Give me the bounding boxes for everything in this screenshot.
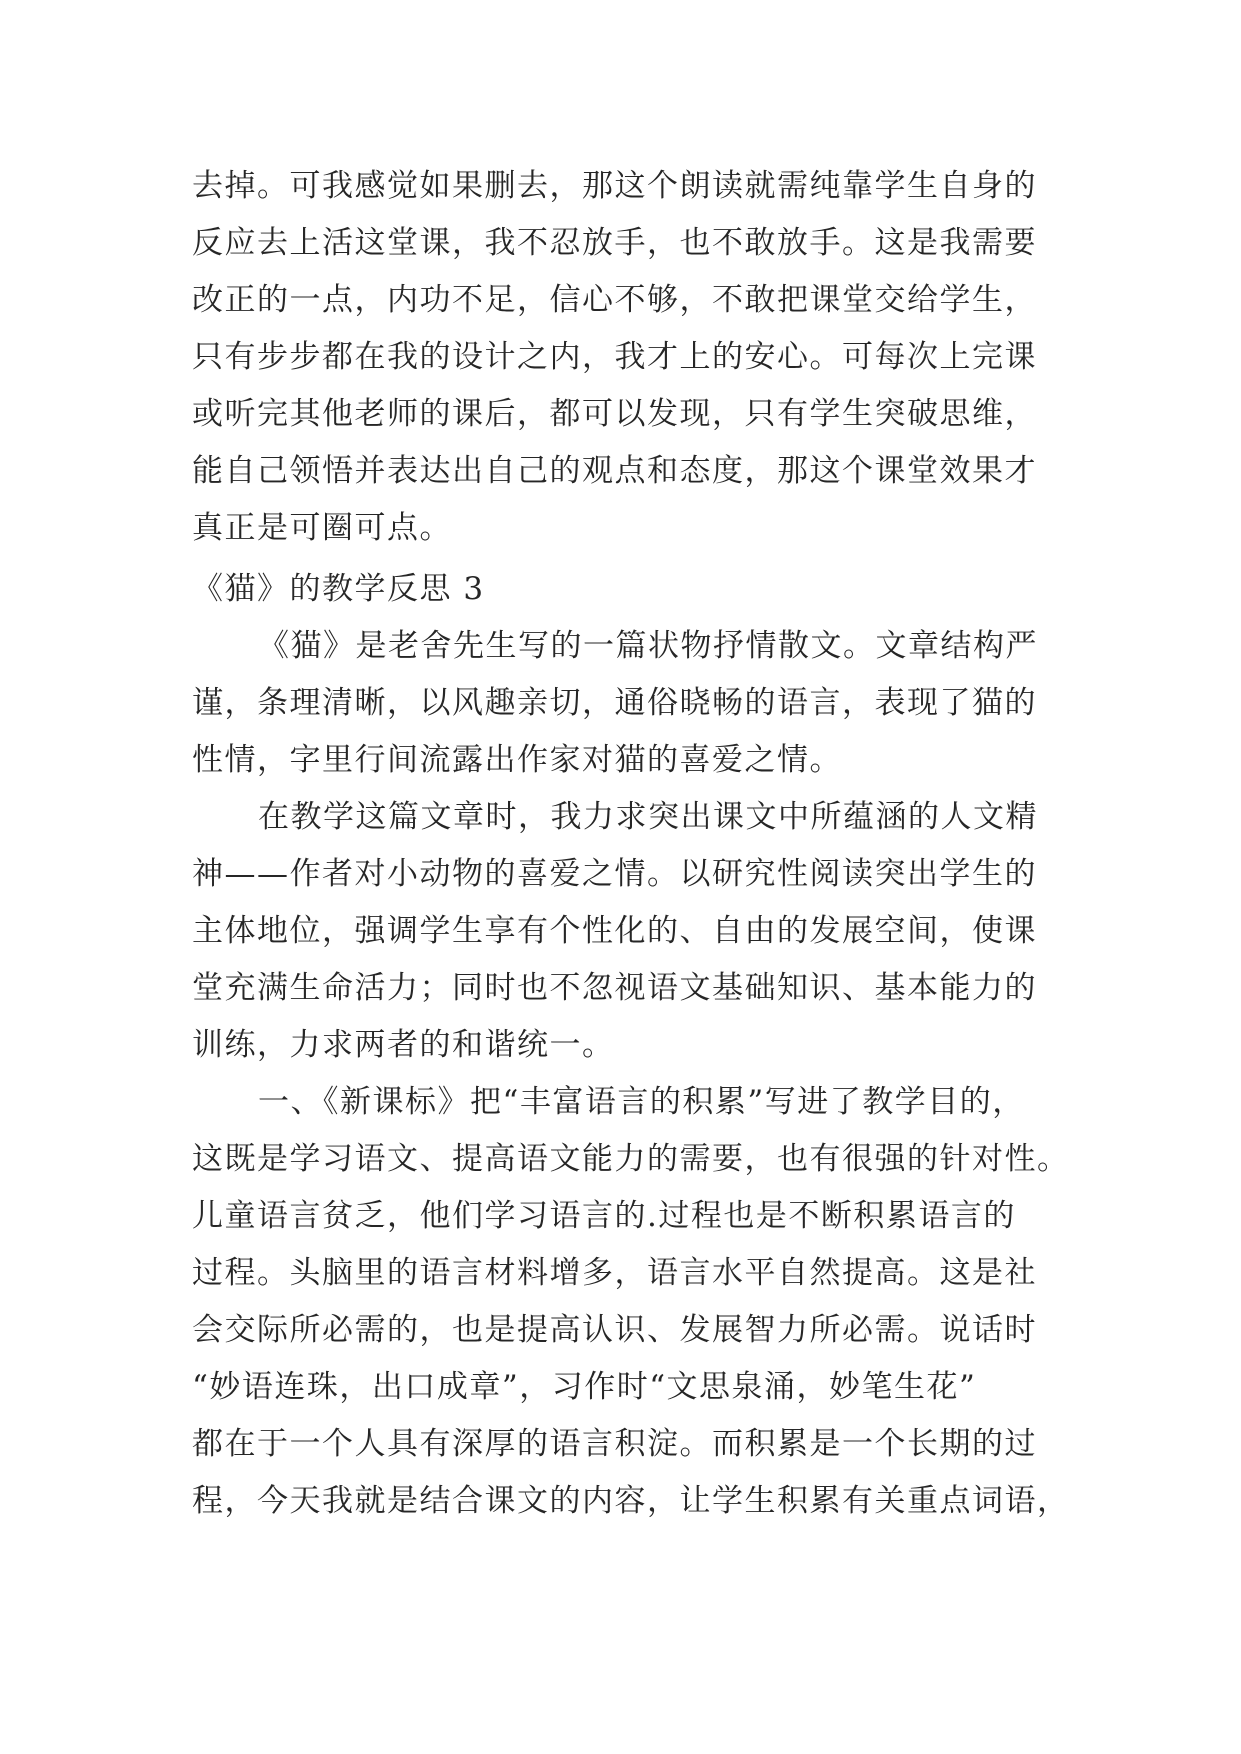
text-line: 或听完其他老师的课后，都可以发现，只有学生突破思维，	[192, 396, 1037, 432]
text-line: 神——作者对小动物的喜爱之情。以研究性阅读突出学生的	[192, 856, 1037, 892]
text-line: 这既是学习语文、提高语文能力的需要，也有很强的针对性。	[192, 1141, 1070, 1177]
text-line: 真正是可圈可点。	[192, 510, 452, 546]
text-line: 反应去上活这堂课，我不忍放手，也不敢放手。这是我需要	[192, 225, 1037, 261]
text-line: 《猫》是老舍先生写的一篇状物抒情散文。文章结构严	[258, 628, 1038, 664]
document-body	[192, 158, 1072, 1530]
text-line: 在教学这篇文章时，我力求突出课文中所蕴涵的人文精	[258, 799, 1038, 835]
text-line: 儿童语言贫乏，他们学习语言的.过程也是不断积累语言的	[192, 1198, 1016, 1234]
text-line: 性情，字里行间流露出作家对猫的喜爱之情。	[192, 742, 842, 778]
text-line: 改正的一点，内功不足，信心不够，不敢把课堂交给学生，	[192, 282, 1037, 318]
text-line: 主体地位，强调学生享有个性化的、自由的发展空间，使课	[192, 913, 1037, 949]
text-line: 能自己领悟并表达出自己的观点和态度，那这个课堂效果才	[192, 453, 1037, 489]
text-line: 训练，力求两者的和谐统一。	[192, 1027, 615, 1063]
text-line: 会交际所必需的，也是提高认识、发展智力所必需。说话时	[192, 1312, 1037, 1348]
text-line: 都在于一个人具有深厚的语言积淀。而积累是一个长期的过	[192, 1426, 1037, 1462]
text-line: 过程。头脑里的语言材料增多，语言水平自然提高。这是社	[192, 1255, 1037, 1291]
text-line: 谨，条理清晰，以风趣亲切，通俗晓畅的语言，表现了猫的	[192, 685, 1037, 721]
text-line: 去掉。可我感觉如果删去，那这个朗读就需纯靠学生自身的	[192, 168, 1037, 204]
text-line: 只有步步都在我的设计之内，我才上的安心。可每次上完课	[192, 339, 1037, 375]
text-line: 一、《新课标》把“丰富语言的积累”写进了教学目的，	[258, 1084, 1025, 1120]
text-line: 程，今天我就是结合课文的内容，让学生积累有关重点词语，	[192, 1483, 1070, 1519]
text-line: “妙语连珠，出口成章”，习作时“文思泉涌，妙笔生花”	[192, 1369, 977, 1405]
text-line: 堂充满生命活力；同时也不忽视语文基础知识、基本能力的	[192, 970, 1037, 1006]
section-heading: 《猫》的教学反思 3	[192, 571, 485, 607]
